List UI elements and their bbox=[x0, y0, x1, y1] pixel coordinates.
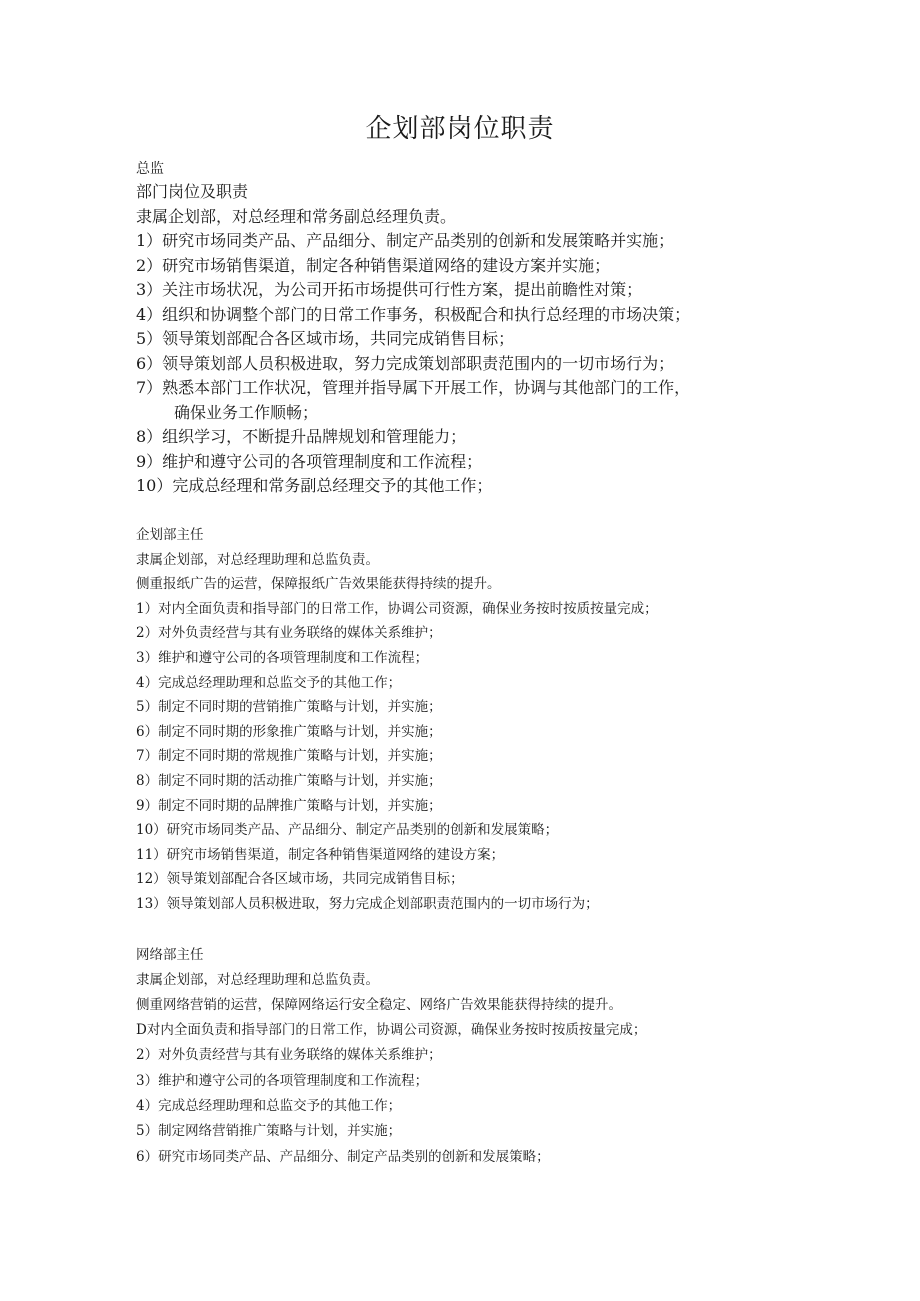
duty-line: 7）制定不同时期的常规推广策略与计划，并实施； bbox=[136, 748, 442, 765]
duty-line: 13）领导策划部人员积极进取，努力完成企划部职责范围内的一切市场行为； bbox=[136, 895, 599, 912]
duty-line: 3）关注市场状况，为公司开拓市场提供可行性方案，提出前瞻性对策； bbox=[136, 280, 643, 299]
duty-line: 11）研究市场销售渠道，制定各种销售渠道网络的建设方案； bbox=[136, 846, 505, 863]
duty-line: 9）维护和遵守公司的各项管理制度和工作流程； bbox=[136, 451, 483, 471]
duty-line: 2）对外负责经营与其有业务联络的媒体关系维护； bbox=[136, 1047, 442, 1064]
duty-line: 2）对外负责经营与其有业务联络的媒体关系维护； bbox=[136, 625, 442, 642]
duty-line: 10）完成总经理和常务副总经理交予的其他工作； bbox=[136, 476, 493, 495]
duty-line: 6）领导策划部人员积极进取，努力完成策划部职责范围内的一切市场行为； bbox=[136, 353, 675, 373]
duty-line: 3）维护和遵守公司的各项管理制度和工作流程； bbox=[136, 1072, 429, 1089]
duty-line: 3）维护和遵守公司的各项管理制度和工作流程； bbox=[136, 649, 429, 666]
duty-line: 4）完成总经理助理和总监交予的其他工作； bbox=[136, 674, 402, 691]
duty-line: 侧重报纸广告的运营，保障报纸广告效果能获得持续的提升。 bbox=[136, 576, 501, 593]
duty-line: 8）制定不同时期的活动推广策略与计划，并实施； bbox=[136, 772, 442, 789]
director-section bbox=[136, 158, 796, 499]
duty-line: 9）制定不同时期的品牌推广策略与计划，并实施； bbox=[136, 797, 442, 814]
duty-line: D对内全面负责和指导部门的日常工作，协调公司资源，确保业务按时按质按量完成； bbox=[136, 1022, 647, 1039]
duty-line: 5）制定不同时期的营销推广策略与计划，并实施； bbox=[136, 699, 442, 716]
duty-line: 8）组织学习，不断提升品牌规划和管理能力； bbox=[136, 427, 467, 446]
duty-line: 隶属企划部，对总经理助理和总监负责。 bbox=[136, 551, 379, 568]
duty-line: 1）对内全面负责和指导部门的日常工作，协调公司资源，确保业务按时按质按量完成； bbox=[136, 600, 658, 617]
duty-line: 4）组织和协调整个部门的日常工作事务，积极配合和执行总经理的市场决策； bbox=[136, 304, 691, 324]
duty-line: 5）领导策划部配合各区域市场，共同完成销售目标； bbox=[136, 329, 515, 348]
duty-line: 6）制定不同时期的形象推广策略与计划，并实施； bbox=[136, 723, 442, 740]
planning-manager-section bbox=[136, 523, 796, 917]
page-title: 企划部岗位职责 bbox=[365, 114, 555, 144]
duty-line: 7）熟悉本部门工作状况，管理并指导属下开展工作，协调与其他部门的工作， bbox=[136, 378, 691, 397]
duty-line: 侧重网络营销的运营，保障网络运行安全稳定、网络广告效果能获得持续的提升。 bbox=[136, 996, 622, 1013]
section-heading: 企划部主任 bbox=[136, 527, 204, 543]
section-heading: 网络部主任 bbox=[136, 947, 204, 963]
duty-line: 1）研究市场同类产品、产品细分、制定产品类别的创新和发展策略并实施； bbox=[136, 231, 675, 250]
section-heading: 总监 bbox=[136, 161, 164, 177]
duty-line: 12）领导策划部配合各区域市场，共同完成销售目标； bbox=[136, 871, 464, 888]
duty-line: 隶属企划部，对总经理助理和总监负责。 bbox=[136, 971, 379, 988]
duty-line: 部门岗位及职责 bbox=[136, 182, 249, 201]
duty-line: 5）制定网络营销推广策略与计划，并实施； bbox=[136, 1123, 402, 1140]
network-manager-section bbox=[136, 943, 796, 1170]
duty-line: 6）研究市场同类产品、产品细分、制定产品类别的创新和发展策略； bbox=[136, 1148, 550, 1165]
duty-line: 隶属企划部，对总经理和常务副总经理负责。 bbox=[136, 206, 457, 226]
duty-line-continuation: 确保业务工作顺畅； bbox=[174, 402, 319, 422]
duty-line: 4）完成总经理助理和总监交予的其他工作； bbox=[136, 1098, 402, 1115]
duty-line: 10）研究市场同类产品、产品细分、制定产品类别的创新和发展策略； bbox=[136, 822, 559, 839]
duty-line: 2）研究市场销售渠道，制定各种销售渠道网络的建设方案并实施； bbox=[136, 255, 611, 275]
